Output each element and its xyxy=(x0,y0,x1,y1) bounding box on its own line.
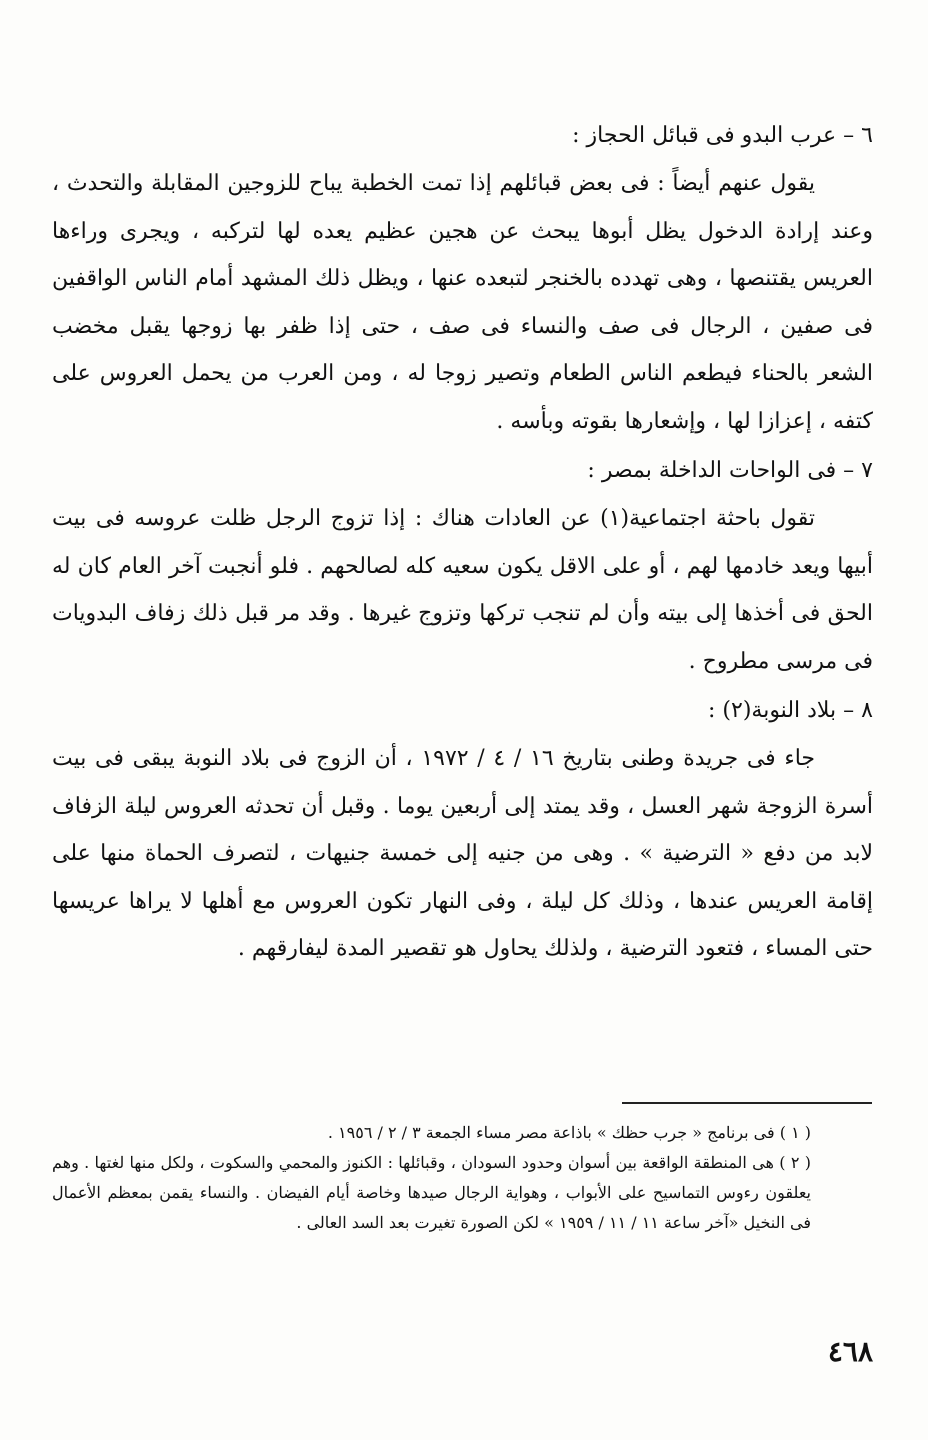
section-paragraph-6: يقول عنهم أيضاً : فى بعض قبائلهم إذا تمت الخطبة يباح للزوجين المقابلة والتحدث ، وعند إرادة الدخول يظل أبوها يبحث عن هجين عظيم يعده لها لتركبه ، ويجرى وراءها العريس يقتنصها ، وهى تهدده بالخنجر لتبعده عنها ، ويظل ذلك المشهد أمام الناس الواقفين فى صفين ، الرجال فى صف والنساء فى صف ، حتى إذا ظفر بها زوجها يقبل مخضب الشعر بالحناء فيطعم الناس الطعام وتصير زوجا له ، ومن العرب من يحمل العروس على كتفه ، إعزازا لها ، وإشعارها بقوته وبأسه . xyxy=(52,171,873,434)
page-number: ٤٦٨ xyxy=(827,1335,873,1368)
section-heading-8: ٨ – بلاد النوبة(٢) : xyxy=(707,698,873,723)
footnotes xyxy=(52,1118,873,1238)
main-text xyxy=(52,112,873,973)
section-heading-6: ٦ – عرب البدو فى قبائل الحجاز : xyxy=(572,123,873,148)
footnote-divider xyxy=(622,1102,872,1104)
section-paragraph-8: جاء فى جريدة وطنى بتاريخ ١٦ / ٤ / ١٩٧٢ ، أن الزوج فى بلاد النوبة يبقى فى بيت أسرة الزوجة شهر العسل ، وقد يمتد إلى أربعين يوما . وقبل أن تحدثه العروس ليلة الزفاف لابد من دفع « الترضية » . وهى من جنيه إلى خمسة جنيهات ، لتصرف الحماة منها على إقامة العريس عندها ، وذلك كل ليلة ، وفى النهار تكون العروس مع أهلها لا يراها عريسها حتى المساء ، فتعود الترضية ، ولذلك يحاول هو تقصير المدة ليفارقهم . xyxy=(52,746,873,961)
section-heading-7: ٧ – فى الواحات الداخلة بمصر : xyxy=(587,458,873,483)
section-paragraph-7: تقول باحثة اجتماعية(١) عن العادات هناك : إذا تزوج الرجل ظلت عروسه فى بيت أبيها ويعد خادمها لهم ، أو على الاقل يكون سعيه كله لصالحهم . فلو أنجبت آخر العام كان له الحق فى أخذها إلى بيته وأن لم تنجب تركها وتزوج غيرها . وقد مر قبل ذلك زفاف البدويات فى مرسى مطروح . xyxy=(52,506,873,674)
footnote-2: ( ٢ ) هى المنطقة الواقعة بين أسوان وحدود السودان ، وقبائلها : الكنوز والمحمي والسكوت ، ولكل منها لغتها . وهم يعلقون رءوس التماسيح على الأبواب ، وهواية الرجال صيدها وخاصة أيام الفيضان . والنساء يقمن بمعظم الأعمال فى النخيل «آخر ساعة ١١ / ١١ / ١٩٥٩ » لكن الصورة تغيرت بعد السد العالى . xyxy=(52,1153,812,1232)
footnote-1: ( ١ ) فى برنامج « جرب حظك » باذاعة مصر مساء الجمعة ٣ / ٢ / ١٩٥٦ . xyxy=(327,1123,811,1142)
